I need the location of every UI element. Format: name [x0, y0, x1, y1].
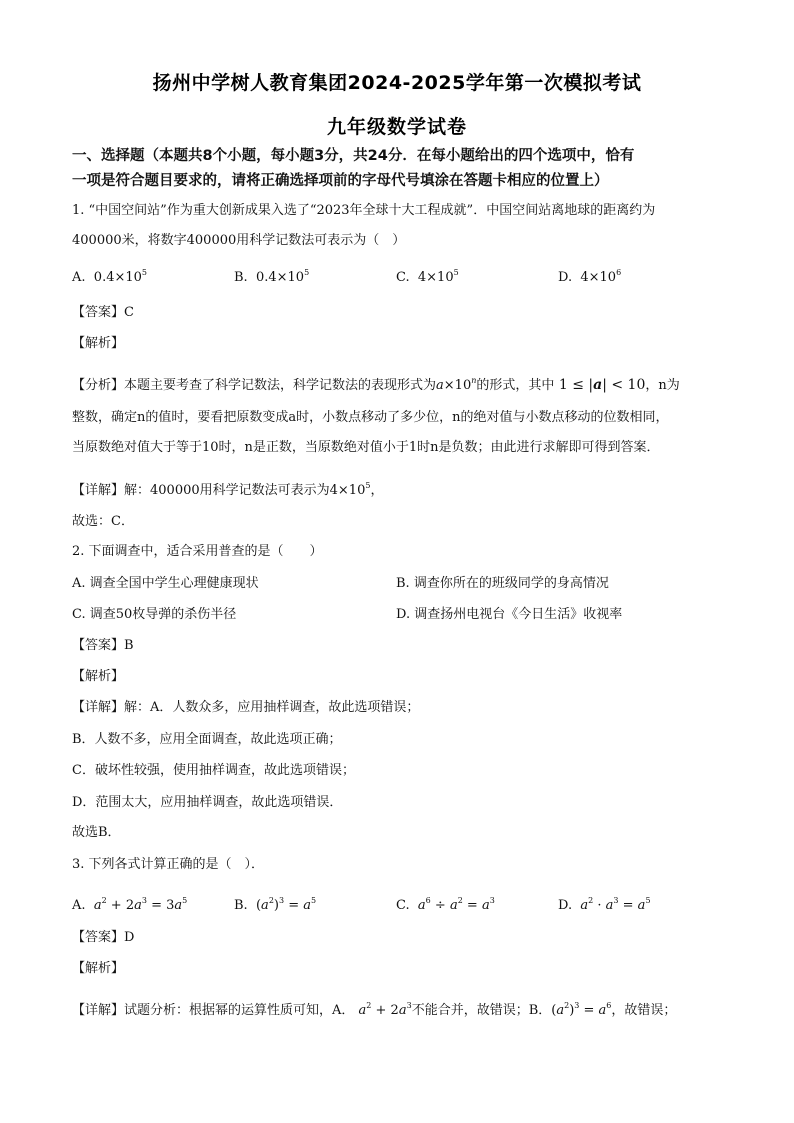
section-heading-line2: 一项是符合题目要求的，请将正确选择项前的字母代号填涂在答题卡相应的位置上）	[72, 173, 609, 189]
q3-answer: 【答案】D	[72, 930, 135, 945]
q2-option-b: B. 调查你所在的班级同学的身高情况	[396, 576, 609, 591]
q1-fenxi-line1: 【分析】本题主要考查了科学记数法，科学记数法的表现形式为$a\times 10^n$的形式，其中 1 ≤ |a| < 10，n为	[72, 376, 680, 393]
math-expression: $0.4\times 10^5$	[251, 268, 310, 285]
math-expression: $a^2 \cdot a^3 = a^5$	[580, 896, 651, 913]
section-heading-line1: 一、选择题（本题共8个小题，每小题3分，共24分．在每小题给出的四个选项中，恰有	[72, 148, 635, 164]
option-letter: B.	[234, 270, 248, 285]
q2-option-d: D. 调查扬州电视台《今日生活》收视率	[396, 607, 623, 622]
q3-stem: 3. 下列各式计算正确的是（ ）．	[72, 857, 265, 872]
detail-text: 【详解】试题分析：根据幂的运算性质可知，A．	[72, 1003, 355, 1018]
detail-text: 【详解】解：400000用科学记数法可表示为	[72, 483, 330, 498]
q3-detail	[72, 996, 676, 1021]
option-letter: C.	[396, 898, 410, 913]
q2-detail-line3: C．破坏性较强，使用抽样调查，故此选项错误；	[72, 763, 355, 778]
fenxi-text: ，n为	[645, 378, 680, 393]
math-expression: $a^2 + 2a^3$	[358, 1001, 412, 1018]
math-expression: $4\times 10^5$	[413, 268, 459, 285]
math-expression: $(a^2)^3 = a^6$	[551, 1001, 612, 1018]
option-letter: B.	[234, 898, 248, 913]
q1-option-a	[72, 263, 147, 288]
q1-conclusion: 故选：C．	[72, 514, 134, 529]
math-expression: $a^6 \div a^2 = a^3$	[417, 896, 495, 913]
q3-option-d	[558, 891, 651, 916]
detail-text: ，故错误；	[611, 1003, 677, 1018]
q1-option-c	[396, 263, 459, 288]
q1-answer: 【答案】C	[72, 305, 134, 320]
q3-option-a	[72, 891, 187, 916]
fenxi-text: 的形式，其中	[476, 378, 555, 393]
q2-detail-line4: D．范围太大，应用抽样调查，故此选项错误．	[72, 795, 343, 810]
q2-analysis-label: 【解析】	[72, 669, 125, 684]
q1-option-b	[234, 263, 309, 288]
option-letter: D.	[558, 270, 573, 285]
math-expression: $(a^2)^3 = a^5$	[251, 896, 317, 913]
page-subtitle: 九年级数学试卷	[326, 116, 467, 138]
q1-option-d	[558, 263, 621, 288]
q3-analysis-label: 【解析】	[72, 961, 125, 976]
q1-fenxi-line2: 整数，确定n的值时，要看把原数变成a时，小数点移动了多少位，n的绝对值与小数点移动的位数相同，	[72, 410, 669, 425]
q1-stem-line2: 400000米，将数字400000用科学记数法可表示为（ ）	[72, 233, 406, 248]
math-expression: $0.4\times 10^5$	[89, 268, 148, 285]
detail-text: ，	[370, 483, 384, 498]
q2-detail-line1: 【详解】解：A．人数众多，应用抽样调查，故此选项错误；	[72, 700, 420, 715]
option-letter: A.	[72, 270, 86, 285]
q2-conclusion: 故选B．	[72, 825, 121, 840]
math-expression: $4\times 10^6$	[576, 268, 622, 285]
math-expression: a	[436, 378, 444, 393]
q2-option-a: A. 调查全国中学生心理健康现状	[72, 576, 259, 591]
option-letter: D.	[558, 898, 573, 913]
q3-option-c	[396, 891, 495, 916]
detail-text: 不能合并，故错误；B．	[411, 1003, 552, 1018]
q3-option-b	[234, 891, 316, 916]
option-letter: A.	[72, 898, 86, 913]
page-title: 扬州中学树人教育集团2024-2025学年第一次模拟考试	[152, 72, 642, 94]
option-letter: C.	[396, 270, 410, 285]
math-expression: 1 ≤ |a| < 10	[554, 377, 646, 393]
fenxi-text: 【分析】本题主要考查了科学记数法，科学记数法的表现形式为	[72, 378, 437, 393]
q2-stem: 2. 下面调查中，适合采用普查的是（ ）	[72, 544, 323, 559]
q1-stem-line1: 1. “中国空间站”作为重大创新成果入选了“2023年全球十大工程成就”．中国空间站离地球的距离约为	[72, 203, 656, 218]
q2-option-c: C. 调查50枚导弹的杀伤半径	[72, 607, 237, 622]
q1-fenxi-line3: 当原数绝对值大于等于10时，n是正数，当原数绝对值小于1时n是负数；由此进行求解即可得到答案．	[72, 440, 660, 455]
math-expression: $a^2 + 2a^3 = 3a^5$	[93, 896, 188, 913]
math-expression: $4\times 10^5$	[329, 481, 371, 498]
q1-detail	[72, 476, 383, 501]
q1-analysis-label: 【解析】	[72, 336, 125, 351]
q2-answer: 【答案】B	[72, 638, 134, 653]
q2-detail-line2: B．人数不多，应用全面调查，故此选项正确；	[72, 732, 342, 747]
